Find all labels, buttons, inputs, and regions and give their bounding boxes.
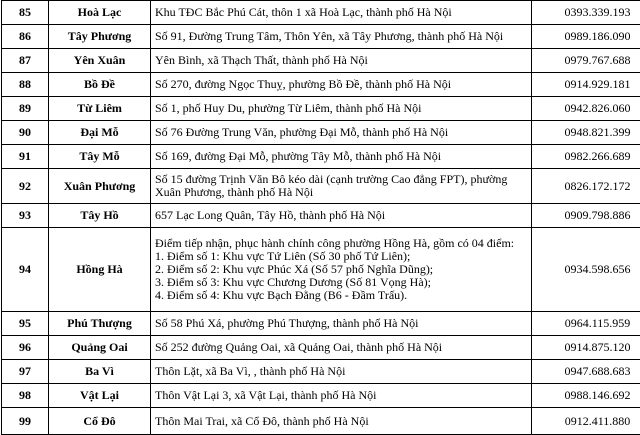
address-line: 4. Điểm số 4: Khu vực Bạch Đằng (B6 - Đầm Trấu).: [155, 288, 408, 302]
table-row: [2, 121, 640, 145]
table-row: [2, 408, 640, 435]
ward-name: Cổ Đô: [49, 408, 151, 435]
row-number: 86: [2, 25, 49, 49]
phone-number: 0964.115.959: [532, 312, 640, 336]
ward-name: Xuân Phương: [49, 169, 151, 204]
address-line: Số 76 Đường Trung Văn, phường Đại Mỗ, thành phố Hà Nội: [155, 125, 449, 139]
contact-table: [1, 0, 640, 435]
address-cell: [151, 204, 532, 228]
table-row: [2, 336, 640, 360]
phone-number: 0979.767.688: [532, 49, 640, 73]
phone-number: 0914.929.181: [532, 73, 640, 97]
ward-name: Tây Phương: [49, 25, 151, 49]
row-number: 94: [2, 228, 49, 312]
address-line: Số 169, đường Đại Mỗ, phường Tây Mỗ, thành phố Hà Nội: [155, 149, 442, 163]
address-line: 3. Điểm số 3: Khu vực Chương Dương (Số 81 Vọng Hà);: [155, 275, 431, 289]
ward-name: Hồng Hà: [49, 228, 151, 312]
address-line: Số 1, phố Huy Du, phường Từ Liêm, thành phố Hà Nội: [155, 101, 422, 115]
address-cell: [151, 121, 532, 145]
table-row: [2, 49, 640, 73]
ward-name: Ba Vì: [49, 360, 151, 384]
address-cell: [151, 1, 532, 25]
table-row: [2, 384, 640, 408]
row-number: 95: [2, 312, 49, 336]
phone-number: 0934.598.656: [532, 228, 640, 312]
phone-number: 0947.688.683: [532, 360, 640, 384]
address-cell: [151, 49, 532, 73]
address-cell: [151, 97, 532, 121]
address-line: Yên Bình, xã Thạch Thất, thành phố Hà Nội: [155, 53, 368, 67]
address-cell: [151, 73, 532, 97]
address-cell: [151, 336, 532, 360]
ward-name: Quảng Oai: [49, 336, 151, 360]
row-number: 97: [2, 360, 49, 384]
row-number: 93: [2, 204, 49, 228]
row-number: 88: [2, 73, 49, 97]
table-row: [2, 228, 640, 312]
row-number: 92: [2, 169, 49, 204]
address-line: Số 252 đường Quảng Oai, xã Quảng Oai, thành phố Hà Nội: [155, 340, 443, 354]
ward-name: Bồ Đề: [49, 73, 151, 97]
table-row: [2, 1, 640, 25]
row-number: 87: [2, 49, 49, 73]
table-row: [2, 204, 640, 228]
row-number: 96: [2, 336, 49, 360]
address-cell: [151, 360, 532, 384]
phone-number: 0982.266.689: [532, 145, 640, 169]
address-cell: [151, 25, 532, 49]
address-cell: [151, 408, 532, 435]
ward-name: Tây Mỗ: [49, 145, 151, 169]
phone-number: 0989.186.090: [532, 25, 640, 49]
row-number: 99: [2, 408, 49, 435]
address-line: Số 58 Phú Xá, phường Phú Thượng, thành phố Hà Nội: [155, 316, 419, 330]
table-row: [2, 25, 640, 49]
phone-number: 0909.798.886: [532, 204, 640, 228]
row-number: 85: [2, 1, 49, 25]
ward-name: Đại Mỗ: [49, 121, 151, 145]
address-line: Điểm tiếp nhận, phục hành chính công phường Hồng Hà, gồm có 04 điểm:: [155, 236, 515, 250]
address-line: Xuân Phương, thành phố Hà Nội: [155, 185, 314, 199]
address-line: Thôn Lặt, xã Ba Vì, , thành phố Hà Nội: [155, 364, 346, 378]
row-number: 98: [2, 384, 49, 408]
table-body: [2, 1, 640, 435]
address-cell: [151, 384, 532, 408]
address-line: Số 15 đường Trịnh Văn Bô kéo dài (cạnh trường Cao đẳng FPT), phường: [155, 172, 508, 186]
address-line: 1. Điểm số 1: Khu vực Tứ Liên (Số 30 phố Tứ Liên);: [155, 249, 411, 263]
address-line: Thôn Vật Lại 3, xã Vật Lại, thành phố Hà Nội: [155, 388, 377, 402]
ward-name: Phú Thượng: [49, 312, 151, 336]
table-row: [2, 312, 640, 336]
row-number: 89: [2, 97, 49, 121]
table-row: [2, 97, 640, 121]
address-cell: [151, 312, 532, 336]
phone-number: 0948.821.399: [532, 121, 640, 145]
address-line: Khu TĐC Bắc Phú Cát, thôn 1 xã Hoà Lạc, thành phố Hà Nội: [155, 5, 452, 19]
phone-number: 0826.172.172: [532, 169, 640, 204]
address-cell: [151, 228, 532, 312]
phone-number: 0393.339.193: [532, 1, 640, 25]
row-number: 91: [2, 145, 49, 169]
table-row: [2, 169, 640, 204]
ward-name: Hoà Lạc: [49, 1, 151, 25]
phone-number: 0988.146.692: [532, 384, 640, 408]
address-line: Thôn Mai Trai, xã Cổ Đô, thành phố Hà Nội: [155, 413, 369, 428]
phone-number: 0942.826.060: [532, 97, 640, 121]
table-row: [2, 73, 640, 97]
phone-number: 0912.411.880: [532, 408, 640, 435]
table-row: [2, 360, 640, 384]
address-cell: [151, 145, 532, 169]
address-line: 657 Lạc Long Quân, Tây Hồ, thành phố Hà Nội: [155, 208, 386, 222]
row-number: 90: [2, 121, 49, 145]
table-row: [2, 145, 640, 169]
address-cell: [151, 169, 532, 204]
address-line: Số 270, đường Ngọc Thuỵ, phường Bồ Đề, thành phố Hà Nội: [155, 77, 452, 91]
address-line: Số 91, Đường Trung Tâm, Thôn Yên, xã Tây Phương, thành phố Hà Nội: [155, 29, 504, 43]
ward-name: Tây Hồ: [49, 204, 151, 228]
address-line: 2. Điểm số 2: Khu vực Phúc Xá (Số 57 phố Nghĩa Dũng);: [155, 262, 434, 276]
ward-name: Từ Liêm: [49, 97, 151, 121]
phone-number: 0914.875.120: [532, 336, 640, 360]
ward-name: Yên Xuân: [49, 49, 151, 73]
ward-name: Vật Lại: [49, 384, 151, 408]
